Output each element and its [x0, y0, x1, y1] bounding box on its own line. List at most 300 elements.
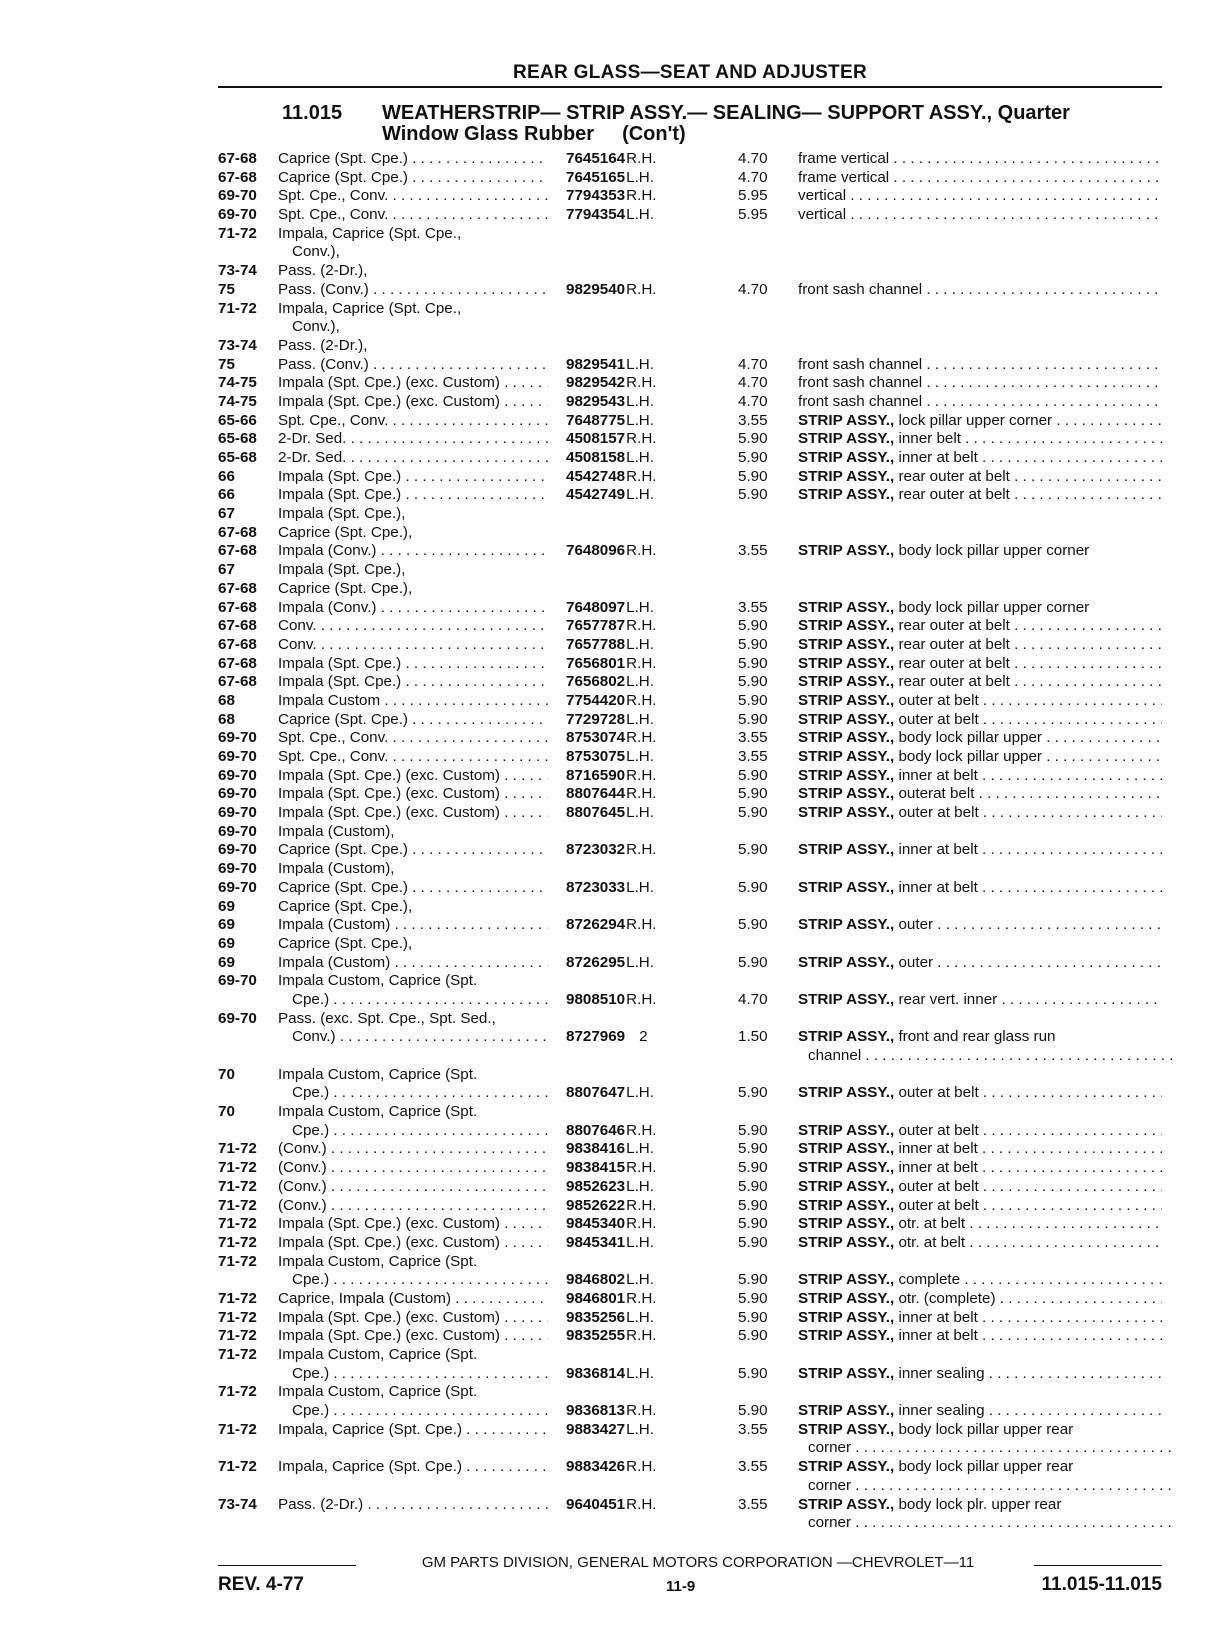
- part-number-cell: [566, 599, 716, 618]
- leader-dots: [329, 1365, 548, 1382]
- description-cell: [798, 1197, 1162, 1216]
- table-row: [218, 1010, 1162, 1029]
- leader-dots: [451, 1290, 548, 1307]
- table-row: [218, 542, 1162, 561]
- model-text: (Conv.): [278, 1196, 327, 1214]
- part-number: 9838416: [566, 1140, 626, 1158]
- part-number: 9835255: [566, 1327, 626, 1345]
- description-text: body lock pillar upper corner: [898, 542, 1090, 560]
- table-row: [218, 1122, 1162, 1141]
- year-cell: 70: [218, 1065, 235, 1083]
- description-label: STRIP ASSY.,: [798, 1420, 895, 1438]
- year-cell: 71-72: [218, 1289, 257, 1307]
- description-text: inner sealing: [898, 1364, 985, 1382]
- model-text: Spt. Cpe., Conv.: [278, 411, 389, 429]
- description-cell: [798, 954, 1162, 973]
- description-cell: [798, 1140, 1162, 1159]
- table-row: [218, 225, 1162, 244]
- model-text: Conv.): [292, 1028, 336, 1046]
- price-cell: 3.55: [738, 1495, 768, 1513]
- part-number: 8807645: [566, 804, 626, 822]
- part-side: L.H.: [626, 878, 654, 896]
- description-cell: [798, 206, 1162, 225]
- year-cell: 67-68: [218, 150, 257, 167]
- part-number-cell: [566, 1496, 716, 1515]
- part-number-cell: [566, 711, 716, 730]
- part-number-cell: [566, 412, 716, 431]
- description-cell: [798, 486, 1162, 505]
- part-number-cell: [566, 729, 716, 748]
- model-text: Impala (Conv.): [278, 598, 377, 616]
- description-cell: [798, 1290, 1162, 1309]
- table-row: [218, 729, 1162, 748]
- model-cell: [278, 767, 548, 786]
- part-number: 9829540: [566, 280, 626, 298]
- leader-dots: [408, 841, 548, 858]
- table-row: [218, 187, 1162, 206]
- leader-dots: [500, 1309, 548, 1326]
- leader-dots: [979, 1178, 1162, 1195]
- part-number-cell: [566, 1309, 716, 1328]
- description-cell: [798, 1234, 1162, 1253]
- model-cell: [278, 1365, 548, 1384]
- part-number-cell: [566, 1159, 716, 1178]
- model-text: Pass. (Conv.): [278, 355, 369, 373]
- description-cell: [798, 991, 1162, 1010]
- part-side: L.H.: [626, 411, 654, 429]
- description-text: rear outer at belt: [898, 635, 1010, 653]
- part-side: R.H.: [626, 1402, 657, 1420]
- model-cell: [278, 1458, 548, 1477]
- part-number: 8753075: [566, 748, 626, 765]
- part-number: 9829543: [566, 392, 626, 410]
- description-cell: [798, 617, 1162, 636]
- model-text: Impala (Spt. Cpe.) (exc. Custom): [278, 1215, 500, 1233]
- description-label: STRIP ASSY.,: [798, 1196, 895, 1214]
- part-number-cell: [566, 356, 716, 375]
- description-text: otr. at belt: [898, 1233, 966, 1251]
- part-number: 7729728: [566, 710, 626, 728]
- model-text: Caprice (Spt. Cpe.): [278, 168, 408, 186]
- year-cell: 69-70: [218, 822, 257, 840]
- part-number-cell: [566, 1084, 716, 1103]
- part-number-cell: [566, 1402, 716, 1421]
- description-cell: [798, 187, 1162, 206]
- description-label: STRIP ASSY.,: [798, 1084, 895, 1102]
- model-text: Conv.),: [292, 318, 340, 336]
- table-row: [218, 972, 1162, 991]
- part-number-cell: [566, 430, 716, 449]
- price-cell: 3.55: [738, 748, 768, 765]
- description-label: STRIP ASSY.,: [798, 766, 895, 784]
- leader-dots: [996, 1290, 1162, 1307]
- footer-page-number: 11-9: [666, 1578, 696, 1595]
- model-cell: [278, 935, 548, 954]
- description-label: STRIP ASSY.,: [798, 990, 895, 1008]
- model-cell: [278, 991, 548, 1010]
- leader-dots: [965, 1215, 1162, 1232]
- description-label: STRIP ASSY.,: [798, 1308, 895, 1326]
- part-side: L.H.: [626, 1084, 654, 1102]
- description-label: STRIP ASSY.,: [798, 841, 895, 859]
- model-text: Caprice (Spt. Cpe.),: [278, 523, 413, 541]
- table-row: [218, 206, 1162, 225]
- part-side: L.H.: [626, 804, 654, 822]
- description-label: STRIP ASSY.,: [798, 916, 895, 934]
- description-cell: [798, 1514, 1172, 1533]
- year-cell: 67-68: [218, 654, 257, 672]
- description-text: inner at belt: [898, 1327, 978, 1345]
- leader-dots: [985, 1402, 1162, 1419]
- model-text: Impala (Spt. Cpe.): [278, 467, 402, 485]
- description-text: vertical: [798, 187, 847, 205]
- table-row: [218, 1140, 1162, 1159]
- description-text: front and rear glass run: [898, 1028, 1056, 1046]
- leader-dots: [462, 1421, 548, 1438]
- model-text: Impala, Caprice (Spt. Cpe.,: [278, 224, 462, 242]
- description-label: STRIP ASSY.,: [798, 785, 895, 803]
- model-cell: [278, 748, 548, 767]
- leader-dots: [979, 1197, 1162, 1214]
- model-cell: [278, 318, 548, 337]
- description-text: inner at belt: [898, 766, 978, 784]
- part-number-cell: [566, 785, 716, 804]
- year-cell: 69-70: [218, 785, 257, 803]
- model-cell: [278, 1383, 548, 1402]
- price-cell: 5.90: [738, 1289, 768, 1307]
- year-cell: 68: [218, 710, 235, 728]
- description-cell: [798, 636, 1162, 655]
- leader-dots: [979, 1122, 1162, 1139]
- leader-dots: [408, 711, 548, 728]
- table-row: [218, 1103, 1162, 1122]
- model-cell: [278, 169, 548, 188]
- model-cell: [278, 916, 548, 935]
- model-text: Caprice (Spt. Cpe.): [278, 710, 408, 728]
- leader-dots: [388, 412, 548, 429]
- model-cell: [278, 1103, 548, 1122]
- year-cell: 66: [218, 467, 235, 485]
- leader-dots: [978, 1309, 1162, 1326]
- model-cell: [278, 692, 548, 711]
- model-text: Impala, Caprice (Spt. Cpe.,: [278, 299, 462, 317]
- description-cell: [798, 1271, 1162, 1290]
- table-row: [218, 281, 1162, 300]
- part-number-cell: [566, 673, 716, 692]
- description-label: STRIP ASSY.,: [798, 1364, 895, 1382]
- part-number: 7648775: [566, 411, 626, 429]
- part-side: R.H.: [626, 1289, 657, 1307]
- description-text: corner: [808, 1476, 852, 1494]
- description-text: rear outer at belt: [898, 486, 1010, 504]
- table-row: [218, 150, 1162, 169]
- year-cell: 71-72: [218, 1140, 257, 1158]
- price-cell: 3.55: [738, 411, 768, 429]
- leader-dots: [327, 1159, 548, 1176]
- model-cell: [278, 954, 548, 973]
- table-row: [218, 1234, 1162, 1253]
- part-number-cell: [566, 281, 716, 300]
- model-cell: [278, 1159, 548, 1178]
- year-cell: 71-72: [218, 1308, 257, 1326]
- model-cell: [278, 486, 548, 505]
- price-cell: 1.50: [738, 1028, 768, 1046]
- table-row: [218, 1477, 1162, 1496]
- table-row: [218, 673, 1162, 692]
- part-number: 7754420: [566, 691, 626, 709]
- leader-dots: [978, 1327, 1162, 1344]
- table-row: [218, 337, 1162, 356]
- leader-dots: [329, 1084, 548, 1101]
- part-number: 7656802: [566, 673, 626, 691]
- leader-dots: [390, 916, 548, 933]
- table-row: [218, 1365, 1162, 1384]
- description-cell: [798, 1047, 1172, 1066]
- leader-dots: [933, 954, 1162, 971]
- description-cell: [798, 1084, 1162, 1103]
- part-side: R.H.: [626, 785, 657, 803]
- model-text: Conv.: [278, 617, 317, 635]
- leader-dots: [978, 449, 1162, 466]
- model-cell: [278, 580, 548, 599]
- part-side: L.H.: [626, 449, 654, 466]
- model-cell: [278, 1066, 548, 1085]
- leader-dots: [329, 1402, 548, 1419]
- year-cell: 69: [218, 916, 235, 934]
- leader-dots: [979, 692, 1162, 709]
- leader-dots: [978, 841, 1162, 858]
- description-cell: [798, 655, 1162, 674]
- model-cell: [278, 879, 548, 898]
- model-cell: [278, 561, 548, 580]
- part-side: L.H.: [626, 673, 654, 691]
- part-side: R.H.: [626, 150, 657, 167]
- leader-dots: [997, 991, 1162, 1008]
- part-number: 8753074: [566, 729, 626, 747]
- part-side: R.H.: [626, 374, 657, 392]
- price-cell: 4.70: [738, 355, 768, 373]
- description-label: STRIP ASSY.,: [798, 673, 895, 691]
- model-cell: [278, 823, 548, 842]
- description-text: body lock pillar upper: [898, 729, 1042, 747]
- model-cell: [278, 412, 548, 431]
- leader-dots: [889, 169, 1162, 186]
- year-cell: 69: [218, 953, 235, 971]
- description-cell: [798, 169, 1162, 188]
- year-cell: 67-68: [218, 168, 257, 186]
- price-cell: 5.90: [738, 766, 768, 784]
- year-cell: 75: [218, 355, 235, 373]
- price-cell: 5.90: [738, 1215, 768, 1233]
- year-cell: 69-70: [218, 766, 257, 784]
- year-cell: 71-72: [218, 1215, 257, 1233]
- year-cell: 73-74: [218, 1495, 257, 1513]
- model-text: Conv.: [278, 635, 317, 653]
- description-cell: [798, 1496, 1162, 1515]
- description-cell: [798, 841, 1162, 860]
- part-side: R.H.: [626, 617, 657, 635]
- leader-dots: [1010, 636, 1162, 653]
- table-row: [218, 1159, 1162, 1178]
- part-number-cell: [566, 542, 716, 561]
- year-cell: 69-70: [218, 1009, 257, 1027]
- description-cell: [798, 1215, 1162, 1234]
- table-row: [218, 1047, 1162, 1066]
- part-number: 8723032: [566, 841, 626, 859]
- year-cell: 69-70: [218, 729, 257, 747]
- part-number-cell: [566, 692, 716, 711]
- model-text: Cpe.): [292, 1402, 330, 1420]
- model-text: Impala (Spt. Cpe.) (exc. Custom): [278, 392, 500, 410]
- model-text: Impala (Spt. Cpe.): [278, 673, 402, 691]
- model-text: Impala (Spt. Cpe.): [278, 486, 402, 504]
- footer-revision: REV. 4-77: [218, 1574, 304, 1595]
- model-cell: [278, 1215, 548, 1234]
- description-cell: [798, 879, 1162, 898]
- leader-dots: [390, 954, 548, 971]
- model-text: Cpe.): [292, 990, 330, 1008]
- year-cell: 67-68: [218, 617, 257, 635]
- model-text: Impala Custom, Caprice (Spt.: [278, 1065, 478, 1083]
- part-side: R.H.: [626, 430, 657, 448]
- leader-dots: [388, 748, 548, 765]
- price-cell: 5.90: [738, 430, 768, 448]
- table-row: [218, 262, 1162, 281]
- table-row: [218, 505, 1162, 524]
- part-side: R.H.: [626, 1215, 657, 1233]
- model-cell: [278, 1084, 548, 1103]
- price-cell: 5.90: [738, 449, 768, 466]
- model-text: Impala (Spt. Cpe.) (exc. Custom): [278, 1327, 500, 1345]
- model-text: Impala Custom: [278, 691, 381, 709]
- description-text: rear outer at belt: [898, 467, 1010, 485]
- part-side: R.H.: [626, 1327, 657, 1345]
- table-row: [218, 449, 1162, 468]
- part-number: 9845340: [566, 1215, 626, 1233]
- part-number: 9829541: [566, 355, 626, 373]
- section-heading: [282, 103, 1162, 145]
- model-text: 2-Dr. Sed.: [278, 430, 347, 448]
- part-number-cell: [566, 169, 716, 188]
- part-number: 7794354: [566, 206, 626, 224]
- price-cell: 3.55: [738, 1420, 768, 1438]
- year-cell: 65-68: [218, 430, 257, 448]
- model-cell: [278, 187, 548, 206]
- description-text: outer at belt: [898, 1084, 979, 1102]
- model-cell: [278, 1197, 548, 1216]
- description-text: inner at belt: [898, 449, 978, 466]
- description-text: outer: [898, 953, 934, 971]
- table-row: [218, 561, 1162, 580]
- part-side: L.H.: [626, 953, 654, 971]
- part-number-cell: [566, 1327, 716, 1346]
- description-cell: [798, 393, 1162, 412]
- price-cell: 5.90: [738, 916, 768, 934]
- table-row: [218, 767, 1162, 786]
- price-cell: 4.70: [738, 150, 768, 167]
- part-side: R.H.: [626, 1458, 657, 1476]
- leader-dots: [401, 655, 548, 672]
- table-row: [218, 1253, 1162, 1272]
- description-text: inner sealing: [898, 1402, 985, 1420]
- description-label: STRIP ASSY.,: [798, 878, 895, 896]
- description-cell: [798, 1365, 1162, 1384]
- price-cell: 5.95: [738, 206, 768, 224]
- year-cell: 67-68: [218, 542, 257, 560]
- part-side: R.H.: [626, 766, 657, 784]
- model-text: Impala (Conv.): [278, 542, 377, 560]
- part-side: R.H.: [626, 1196, 657, 1214]
- table-row: [218, 486, 1162, 505]
- price-cell: 5.90: [738, 654, 768, 672]
- leader-dots: [408, 169, 548, 186]
- table-row: [218, 860, 1162, 879]
- year-cell: 69-70: [218, 748, 257, 765]
- leader-dots: [363, 1496, 548, 1513]
- model-text: Impala (Spt. Cpe.) (exc. Custom): [278, 374, 500, 392]
- year-cell: 71-72: [218, 1346, 257, 1363]
- table-row: [218, 356, 1162, 375]
- part-number: 9836813: [566, 1402, 626, 1420]
- year-cell: 73-74: [218, 336, 257, 354]
- price-cell: 5.90: [738, 785, 768, 803]
- footer: [218, 1574, 1162, 1600]
- leader-dots: [1052, 412, 1162, 429]
- description-cell: [798, 1421, 1162, 1440]
- description-label: STRIP ASSY.,: [798, 1495, 895, 1513]
- model-text: Impala (Custom): [278, 916, 391, 934]
- section-continued: (Con't): [622, 123, 686, 145]
- part-number-cell: [566, 374, 716, 393]
- leader-dots: [851, 1514, 1172, 1531]
- year-cell: 71-72: [218, 224, 257, 242]
- part-number-cell: [566, 1234, 716, 1253]
- leader-dots: [401, 468, 548, 485]
- description-text: frame vertical: [798, 168, 890, 186]
- description-text: corner: [808, 1439, 852, 1457]
- description-cell: [798, 785, 1162, 804]
- model-text: Cpe.): [292, 1121, 330, 1139]
- leader-dots: [846, 206, 1162, 223]
- leader-dots: [500, 804, 548, 821]
- model-text: Caprice (Spt. Cpe.): [278, 150, 408, 167]
- leader-dots: [500, 767, 548, 784]
- footer-publisher-line: [218, 1554, 1162, 1576]
- model-text: Conv.),: [292, 243, 340, 261]
- table-row: [218, 430, 1162, 449]
- part-number-cell: [566, 748, 716, 767]
- description-text: outer at belt: [898, 691, 979, 709]
- description-text: channel: [808, 1047, 862, 1064]
- description-cell: [798, 356, 1162, 375]
- model-cell: [278, 711, 548, 730]
- leader-dots: [401, 486, 548, 503]
- leader-dots: [317, 636, 548, 653]
- leader-dots: [1042, 729, 1162, 746]
- leader-dots: [408, 150, 548, 167]
- description-label: STRIP ASSY.,: [798, 729, 895, 747]
- part-side: L.H.: [626, 1177, 654, 1195]
- price-cell: 5.90: [738, 710, 768, 728]
- part-number: 9852622: [566, 1196, 626, 1214]
- year-cell: 69-70: [218, 972, 257, 990]
- description-label: STRIP ASSY.,: [798, 486, 895, 504]
- leader-dots: [500, 1234, 548, 1251]
- model-cell: [278, 1234, 548, 1253]
- model-text: Impala, Caprice (Spt. Cpe.): [278, 1458, 463, 1476]
- description-text: body lock pillar upper corner: [898, 598, 1090, 616]
- model-cell: [278, 243, 548, 262]
